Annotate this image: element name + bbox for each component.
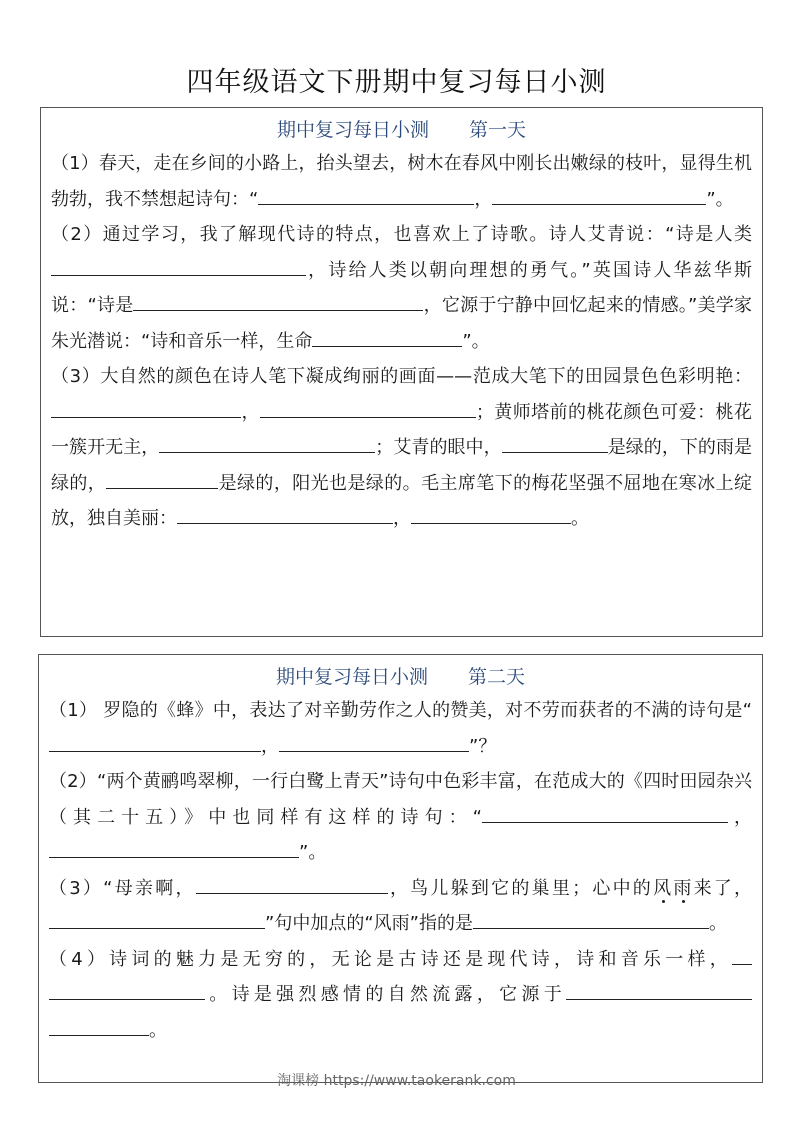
answer-blank[interactable] xyxy=(159,432,375,453)
day2-q1-text-a: （1） 罗隐的《蜂》中，表达了对辛勤劳作之人的赞美，对不劳而获者的不满的诗句是“ xyxy=(49,700,752,721)
dotted-char-feng: 风 xyxy=(653,877,674,899)
answer-blank[interactable] xyxy=(382,326,462,347)
day1-q2-text-a: （2）通过学习，我了解现代诗的特点，也喜欢上了诗歌。诗人艾青说：“诗是人类 xyxy=(51,224,752,245)
day2-q4-text-b: 。诗是强烈感情的自然流露，它源于 xyxy=(205,984,566,1005)
day2-q3-text-b: ，鸟儿躲到它的巢里；心中的 xyxy=(387,877,654,899)
answer-blank[interactable] xyxy=(49,1015,149,1036)
day2-q3-text-c: 来了， xyxy=(693,877,753,899)
day1-q3-text-f: 是绿的，阳光也是绿的。毛主席笔下的梅花坚强不屈地在寒冰上绽放，独自美丽： xyxy=(51,472,752,529)
answer-blank[interactable] xyxy=(260,397,476,418)
answer-blank[interactable] xyxy=(502,432,608,453)
day2-q2-text-c: ”。 xyxy=(299,842,327,863)
answer-blank[interactable] xyxy=(482,802,622,823)
day1-question-2 xyxy=(51,217,752,359)
day1-q1-text-c: ”。 xyxy=(706,188,734,210)
answer-blank[interactable] xyxy=(534,184,706,205)
day2-header-day: 第二天 xyxy=(468,666,526,688)
answer-blank[interactable] xyxy=(49,908,265,929)
day2-q3-text-e: 。 xyxy=(708,913,727,934)
answer-blank[interactable] xyxy=(106,468,218,489)
day2-question-2 xyxy=(49,764,752,871)
day1-q3-text-d: ；艾青的眼中， xyxy=(375,437,502,458)
answer-blank[interactable] xyxy=(566,979,752,1000)
answer-blank[interactable] xyxy=(639,908,709,929)
answer-blank[interactable] xyxy=(258,184,474,205)
day1-q3-text-h: 。 xyxy=(571,508,589,529)
answer-blank[interactable] xyxy=(133,290,423,311)
day1-question-1 xyxy=(51,146,752,217)
answer-blank[interactable] xyxy=(732,944,752,965)
day2-header xyxy=(49,661,752,693)
answer-blank[interactable] xyxy=(49,731,261,752)
day1-q3-text-e: 是绿的，下的雨是绿的， xyxy=(51,437,753,494)
day2-question-1 xyxy=(49,693,752,764)
answer-blank[interactable] xyxy=(622,802,728,823)
answer-blank[interactable] xyxy=(279,731,469,752)
day2-q1-text-b: ， xyxy=(261,735,279,757)
day1-header xyxy=(51,114,752,146)
day2-header-label: 期中复习每日小测 xyxy=(275,666,428,688)
day1-q2-text-b: ，诗给人类以朝向理想的勇气。”英国诗人华兹华斯说：“诗是 xyxy=(51,259,752,316)
day1-question-3 xyxy=(51,359,752,537)
day1-q3-text-c: ；黄师塔前的桃花颜色可爱：桃花一簇开无主， xyxy=(51,401,752,458)
day1-header-day: 第一天 xyxy=(469,119,527,141)
answer-blank[interactable] xyxy=(221,503,393,524)
answer-blank[interactable] xyxy=(177,503,221,524)
day1-q1-text-b: ， xyxy=(474,188,493,210)
day1-q3-text-b: ， xyxy=(241,401,260,423)
answer-blank[interactable] xyxy=(411,503,571,524)
day2-question-4 xyxy=(49,942,752,1049)
day1-q2-text-d: ”。 xyxy=(462,330,490,352)
answer-blank[interactable] xyxy=(312,326,382,347)
page-title: 四年级语文下册期中复习每日小测 xyxy=(186,67,607,98)
day2-q1-text-c: ”？ xyxy=(469,735,497,757)
answer-blank[interactable] xyxy=(473,908,639,929)
day1-q3-text-a: （3）大自然的颜色在诗人笔下凝成绚丽的画面——范成大笔下的田园景色色彩明艳： xyxy=(51,366,752,387)
answer-blank[interactable] xyxy=(492,184,534,205)
day2-q2-text-b: ， xyxy=(727,806,753,828)
day1-header-label: 期中复习每日小测 xyxy=(276,119,429,141)
day2-q4-text-a: （4）诗词的魅力是无穷的，无论是古诗还是现代诗，诗和音乐一样， xyxy=(49,948,732,970)
day1-q1-text-a: （1）春天，走在乡间的小路上，抬头望去，树木在春风中刚长出嫩绿的枝叶，显得生机勃勃，我不禁想起诗句：“ xyxy=(51,153,752,210)
answer-blank[interactable] xyxy=(51,397,241,418)
day1-quiz-box xyxy=(40,107,763,637)
answer-blank[interactable] xyxy=(49,979,205,1000)
day1-q3-text-g: ， xyxy=(393,508,411,529)
answer-blank[interactable] xyxy=(196,873,388,894)
answer-blank[interactable] xyxy=(51,255,306,276)
dotted-char-yu: 雨 xyxy=(673,877,694,899)
day2-question-3 xyxy=(49,871,752,942)
day2-q2-text-a: （2）“两个黄鹂鸣翠柳，一行白鹭上青天”诗句中色彩丰富，在范成大的《四时田园杂兴（其二十五）》中也同样有这样的诗句：“ xyxy=(49,771,752,828)
answer-blank[interactable] xyxy=(49,837,299,858)
footer-watermark: 淘课榜 https://www.taokerank.com xyxy=(277,1073,516,1089)
day1-q2-text-c: ，它源于宁静中回忆起来的情感。”美学家朱光潜说：“诗和音乐一样，生命 xyxy=(51,295,753,352)
day2-q4-text-c: 。 xyxy=(149,1019,167,1041)
day2-q3-text-a: （3）“母亲啊， xyxy=(49,877,196,899)
day2-q3-text-d: ”句中加点的“风雨”指的是 xyxy=(265,913,473,934)
day2-quiz-box xyxy=(38,654,763,1083)
